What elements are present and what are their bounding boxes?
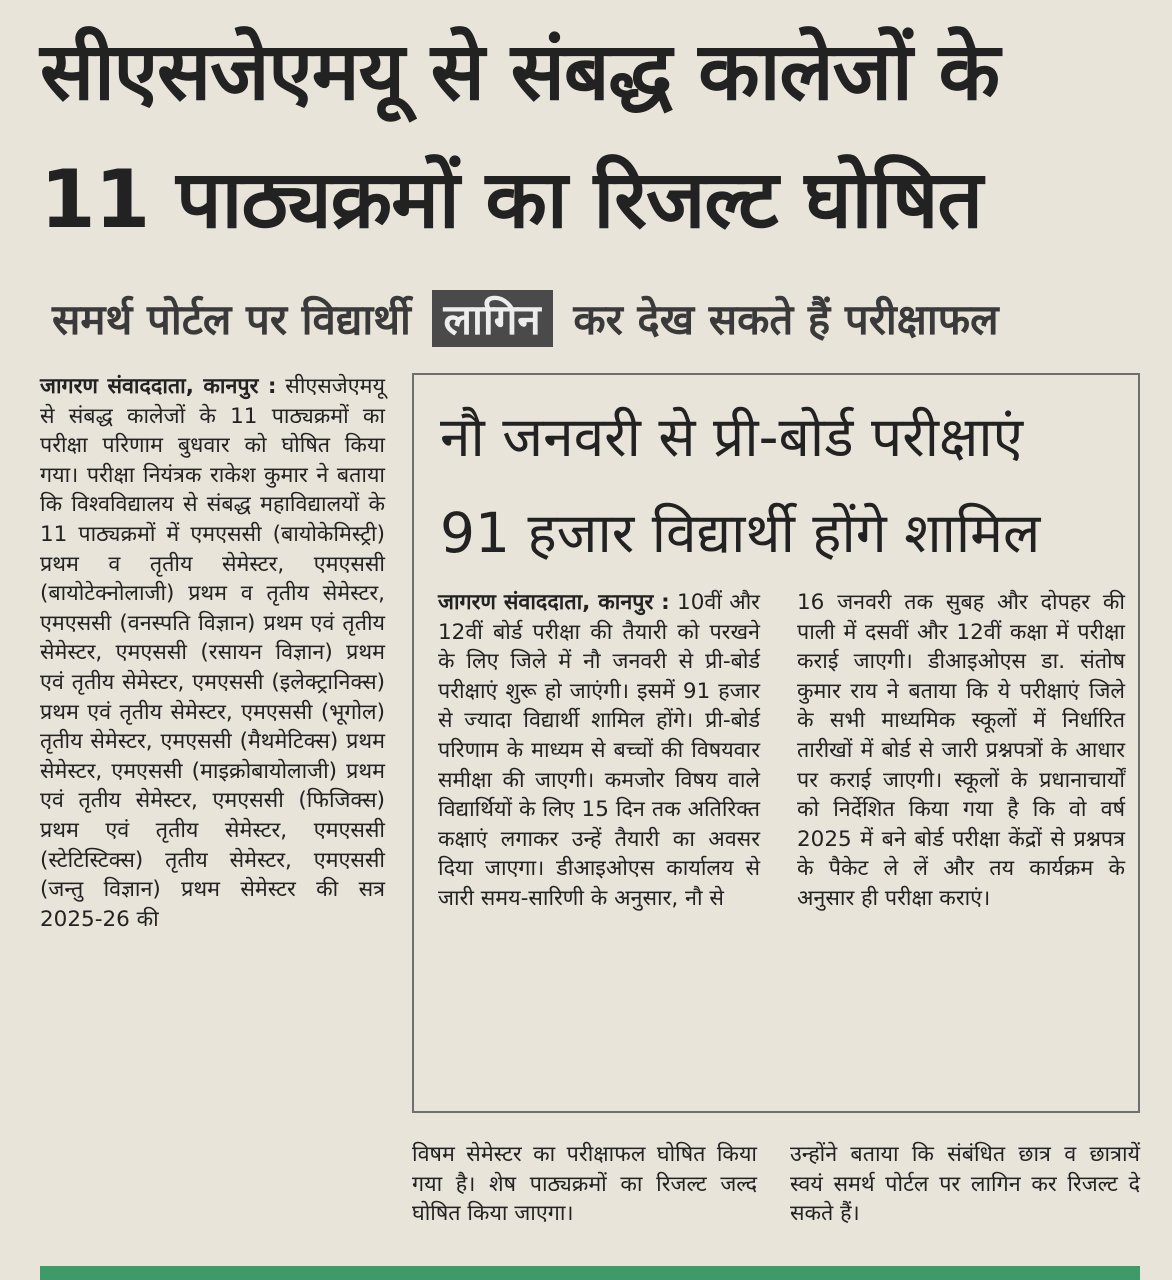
headline-line-1: सीएसजेएमयू से संबद्ध कालेजों के bbox=[40, 25, 1000, 118]
main-story-continued-mid-text: विषम सेमेस्टर का परीक्षाफल घोषित किया गया है। शेष पाठ्यक्रमों का रिजल्ट जल्द घोषित किया जाएगा। bbox=[412, 1142, 757, 1227]
boxed-story-byline: जागरण संवाददाता, कानपुर : bbox=[438, 590, 670, 615]
bottom-color-strip bbox=[40, 1266, 1140, 1280]
subheadline bbox=[52, 290, 1142, 347]
main-story-body: सीएसजेएमयू से संबद्ध कालेजों के 11 पाठ्यक्रमों का परीक्षा परिणाम बुधवार को घोषित किया गया। परीक्षा नियंत्रक राकेश कुमार ने बताया कि विश्वविद्यालय से संबद्ध महाविद्यालयों के 11 पाठ्यक्रमों में एमएससी (बायोकेमिस्ट्री) प्रथम व तृतीय सेमेस्टर, एमएससी (बायोटेक्नोलाजी) प्रथम व तृतीय सेमेस्टर, एमएससी (वनस्पति विज्ञान) प्रथम एवं तृतीय सेमेस्टर, एमएससी (रसायन विज्ञान) प्रथम एवं तृतीय सेमेस्टर, एमएससी (इलेक्ट्रानिक्स) प्रथम एवं तृतीय सेमेस्टर, एमएससी (भूगोल) तृतीय सेमेस्टर, एमएससी (मैथमेटिक्स) प्रथम सेमेस्टर, एमएससी (माइक्रोबायोलाजी) प्रथम एवं तृतीय सेमेस्टर, एमएससी (फिजिक्स) प्रथम एवं तृतीय सेमेस्टर, एमएससी (स्टेटिस्टिक्स) तृतीय सेमेस्टर, एमएससी (जन्तु विज्ञान) प्रथम सेमेस्टर की सत्र 2025-26 की bbox=[40, 374, 385, 932]
boxed-story-column-2 bbox=[797, 588, 1125, 914]
subheadline-after: कर देख सकते हैं परीक्षाफल bbox=[573, 295, 999, 344]
subheadline-highlight: लागिन bbox=[432, 290, 553, 347]
headline-line-2: 11 पाठ्यक्रमों का रिजल्ट घोषित bbox=[40, 153, 982, 246]
main-story-continued-mid bbox=[412, 1140, 757, 1229]
boxed-story-title-line-1: नौ जनवरी से प्री-बोर्ड परीक्षाएं bbox=[440, 405, 1024, 469]
boxed-story-column-1 bbox=[438, 588, 760, 914]
main-story-continued-right bbox=[790, 1140, 1140, 1229]
main-story-byline: जागरण संवाददाता, कानपुर : bbox=[40, 374, 277, 399]
subheadline-before: समर्थ पोर्टल पर विद्यार्थी bbox=[52, 295, 411, 344]
boxed-story-title-line-2: 91 हजार विद्यार्थी होंगे शामिल bbox=[440, 501, 1041, 565]
boxed-story-text-2: 16 जनवरी तक सुबह और दोपहर की पाली में दसवीं और 12वीं कक्षा में परीक्षा कराई जाएगी। डीआइओएस डा. संतोष कुमार राय ने बताया कि ये परीक्षाएं जिले के सभी माध्यमिक स्कूलों में निर्धारित तारीखों में बोर्ड से जारी प्रश्नपत्रों के आधार पर कराई जाएगी। स्कूलों के प्रधानाचार्यों को निर्देशित किया गया है कि वो वर्ष 2025 में बने बोर्ड परीक्षा केंद्रों से प्रश्नपत्र के पैकेट ले लें और तय कार्यक्रम के अनुसार ही परीक्षा कराएं। bbox=[797, 590, 1125, 911]
main-story-continued-right-text: उन्होंने बताया कि संबंधित छात्र व छात्रायें स्वयं समर्थ पोर्टल पर लागिन कर रिजल्ट दे सकते हैं। bbox=[790, 1142, 1141, 1227]
boxed-story-text-1: 10वीं और 12वीं बोर्ड परीक्षा की तैयारी को परखने के लिए जिले में नौ जनवरी से प्री-बोर्ड परीक्षाएं शुरू हो जाएंगी। इसमें 91 हजार से ज्यादा विद्यार्थी शामिल होंगे। प्री-बोर्ड परिणाम के माध्यम से बच्चों की विषयवार समीक्षा की जाएगी। कमजोर विषय वाले विद्यार्थियों के लिए 15 दिन तक अतिरिक्त कक्षाएं लगाकर उन्हें तैयारी का अवसर दिया जाएगा। डीआइओएस कार्यालय से जारी समय-सारिणी के अनुसार, नौ से bbox=[438, 590, 760, 911]
main-story-column bbox=[40, 372, 385, 934]
